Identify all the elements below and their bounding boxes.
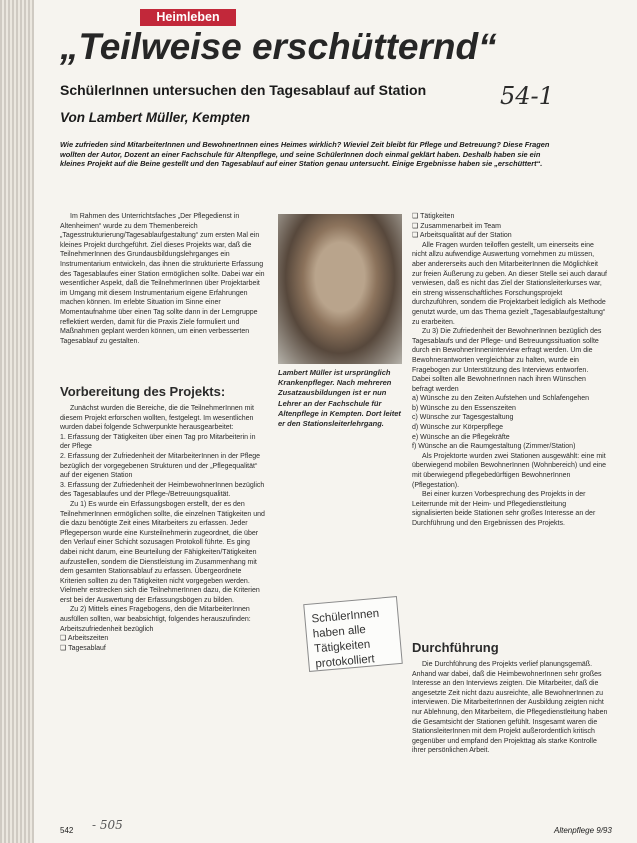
book-page-edge [0,0,34,843]
list-item: c) Wünsche zur Tagesgestaltung [412,414,514,422]
paragraph: Zunächst wurden die Bereiche, die die TeilnehmerInnen mit diesem Projekt erforschen wollten, festgelegt. Im wesentlichen wurden dabei folgende Schwerpunkte herausgearbeitet: [60,405,254,432]
list-item: f) Wünsche an die Raumgestaltung (Zimmer/Station) [412,443,576,451]
list-item: a) Wünsche zu den Zeiten Aufstehen und Schlafengehen [412,395,590,403]
section-heading-durchfuehrung: Durchführung [412,640,499,655]
intro-paragraph: Im Rahmen des Unterrichtsfaches „Der Pflegedienst in Altenheimen“ wurde zu dem Themenbereich „Tagesstrukturierung/Tagesablaufgestaltung“ zum ersten Mal ein kleines Projekt durchgeführt. Ziel dieses Projekts war, daß die TeilnehmerInnen des Grundausbildungslehrganges ein Instrumentarium entwickeln, das ihnen die strukturierte Erfassung des Tagesablaufes einer Station ermöglichen sollte. Dabei war ein wesentlicher Aspekt, daß die TeilnehmerInnen über Projektarbeit im Umgang mit diesem Instrumentarium eigene Erfahrungen machen können. Im erlebte Situation im Sinne einer Momentaufnahme über einen Tag sollte dann in der Lerngruppe reflektiert werden, damit für die Praxis Ziele formuliert und Maßnahmen geplant werden können, um einen verbesserten Tagesablauf zu gestalten. [60,213,265,345]
paragraph: Als Projektorte wurden zwei Stationen ausgewählt: eine mit überwiegend mobilen BewohnerInnen (Wohnbereich) und eine mit überwiegend pflegebedürftigen BewohnerInnen (Pflegestation). [412,452,607,489]
handwritten-note: 54-1 [500,82,554,110]
list-item: 2. Erfassung der Zufriedenheit der MitarbeiterInnen in der Pflege bezüglich der vorgegebenen Strukturen und der „Pflegequalität“ auf der eigenen Station [60,452,261,480]
column-3 [412,212,608,529]
checkbox-item: ❑ Zusammenarbeit im Team [412,222,502,230]
paragraph: Zu 3) Die Zufriedenheit der BewohnerInnen bezüglich des Tagesablaufs und der Pflege- und Betreuungssituation sollte durch ein BewohnerInneninterview erfragt werden. Um die Bewohnerantworten vergleichbar zu halten, wurde ein Fragebogen zur Unterstützung des Interviews entworfen. Dabei sollten alle BewohnerInnen nach ihren Wünschen befragt werden [412,328,602,393]
checkbox-item: ❑ Arbeitszeiten [60,635,109,643]
magazine-page [34,0,637,843]
column-1-body [60,404,266,653]
list-item: 3. Erfassung der Zufriedenheit der HeimbewohnerInnen bezüglich des Tagesablaufes und der Pflege-/Betreuungsqualität. [60,481,265,499]
article-subtitle: SchülerInnen untersuchen den Tagesablauf auf Station [60,82,427,98]
article-lead: Wie zufrieden sind MitarbeiterInnen und BewohnerInnen eines Heimes wirklich? Wieviel Zeit bleibt für Pflege und Betreuung? Diese Fragen wollten der Autor, Dozent an einer Fachschule für Altenpflege, und seine SchülerInnen doch einmal geklärt haben. Deshalb haben sie ein kleines Projekt auf die Beine gestellt und den Tagesablauf auf einer Station genau untersucht. Einige Ergebnisse haben sie „erschüttert“. [60,140,550,169]
article-title: „Teilweise erschütternd“ [60,26,497,67]
list-item: e) Wünsche an die Pflegekräfte [412,433,510,441]
list-item: 1. Erfassung der Tätigkeiten über einen Tag pro Mitarbeiterin in der Pflege [60,433,256,451]
author-photo [278,214,402,364]
paragraph: Bei einer kurzen Vorbesprechung des Projekts in der Leiterrunde mit der Heim- und Pflegedienstleitung signalisierten beide Stationen sehr großes Interesse an der Durchführung und den Ergebnissen des Projekts. [412,491,596,527]
checkbox-item: ❑ Arbeitsqualität auf der Station [412,232,512,240]
paragraph: Die Durchführung des Projekts verlief planungsgemäß. Anhand war dabei, daß die HeimbewohnerInnen sehr großes Interesse an den Interviews zeigten. Die Mitarbeiter, daß die angesetzte Zeit nicht dazu ausreichte, alle BewohnerInnen zu interviewen. Die MitarbeiterInnen der Ausbildung zeigten nicht nur Ablehnung, den Mitarbeitern, die Pflegedienstleitung haben die Gesamtsicht der Stationen gefühlt. Insgesamt waren die StationsleiterInnen mit dem Projekt außerordentlich kritisch gegenüber und empfand den Projekttag als starke Kontrolle ihrer persönlichen Arbeit. [412,661,608,755]
page-number: 542 [60,826,74,835]
pencil-annotation: - 505 [92,818,123,832]
paragraph: Alle Fragen wurden teiloffen gestellt, um einerseits eine nicht allzu aufwendige Auswertung vornehmen zu müssen, aber andererseits auch den MitarbeiterInnen die Möglichkeit zur freien Äußerung zu geben. An dieser Stelle sei auch darauf verwiesen, daß es nicht das Ziel der Stationsleiterkurses war, ein streng wissenschaftliches Forschungsprojekt durchzuführen, sondern die Projektarbeit lediglich als Methode genutzt wurde, um das Thema gezielt „Tagesablaufgestaltung“ zu erarbeiten. [412,241,607,326]
section-rubric: Heimleben [140,9,236,26]
pull-quote-box [303,596,403,672]
list-item: d) Wünsche zur Körperpflege [412,424,504,432]
checkbox-item: ❑ Tagesablauf [60,644,106,652]
author-byline: Von Lambert Müller, Kempten [60,110,251,125]
column-1 [60,212,266,346]
list-item: b) Wünsche zu den Essenszeiten [412,404,516,412]
photo-caption: Lambert Müller ist ursprünglich Krankenpfleger. Nach mehreren Zusatzausbildungen ist er nun Lehrer an der Fachschule für Altenpflege in Kempten. Dort leitet er den Stationsleiterlehrgang. [278,368,401,429]
paragraph: Zu 1) Es wurde ein Erfassungsbogen erstellt, der es den TeilnehmerInnen ermöglichen sollte, die einzelnen Tätigkeiten und die dazu benötigte Zeit eines Mitarbeiters zu erfassen. Jeder Pflegeperson wurde eine Kursteilnehmerin zugeordnet, die über den Verlauf einer Schicht sozusagen Protokoll führte. Es ging dabei nicht darum, eine Beurteilung der Fähigkeiten/Tätigkeiten aufzustellen, sondern die Dienstleistung im Zusammenhang mit dem gesamten Stationsablauf zu erfassen. Übergeordnete Kriterien sollten zu den Tätigkeiten nicht vorgegeben werden. Vielmehr erstrecken sich die TeilnehmerInnen dazu, die Kriterien erst bei der Auswertung der Erfassungsbögen zu bilden. [60,500,265,604]
section-heading-vorbereitung: Vorbereitung des Projekts: [60,384,226,399]
column-4-body [412,660,608,756]
pull-quote-text: SchülerInnen haben alle Tätigkeiten protokolliert [311,607,380,671]
checkbox-item: ❑ Tätigkeiten [412,213,455,220]
paragraph: Arbeitszufriedenheit bezüglich [60,625,154,633]
paragraph: Zu 2) Mittels eines Fragebogens, den die MitarbeiterInnen ausfüllen sollten, war beabsichtigt, folgendes herauszufinden: [60,606,251,624]
journal-issue: Altenpflege 9/93 [554,826,612,835]
